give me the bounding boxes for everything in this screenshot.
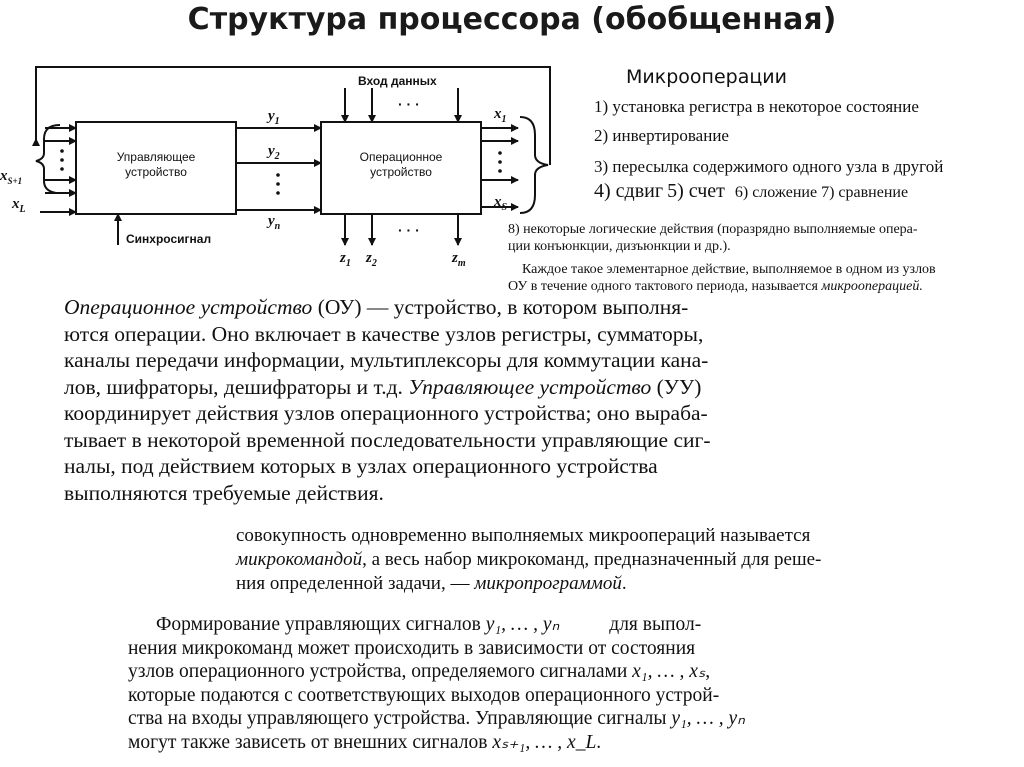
para3-line3 [128,660,745,684]
para1-line8: выполняются требуемые действия. [64,480,384,505]
yn-label [268,213,280,232]
para3-line2: нения микрокоманд может происходить в зависимости от состояния [128,637,696,659]
para3-line4: которые подаются с соответствующих выходов операционного устрой- [128,684,720,706]
para1-line2: ются операции. Оно включает в качестве узлов регистры, сумматоры, [64,321,704,346]
para1-line3: каналы передачи информации, мультиплексоры для коммутации кана- [64,348,709,372]
microop-8-line2: ции конъюнкции, дизъюнкции и др.). [508,239,731,254]
microop-7: 7) сравнение [821,184,909,201]
para1-line4-a: лов, шифраторы, дешифраторы и т.д. [64,374,409,399]
para1-line4-rest: (УУ) [651,374,702,399]
para1-line1-rest: (ОУ) — устройство, в котором выполня- [312,295,689,319]
sync-signal-label [126,232,211,246]
xs-sym: x [494,194,502,210]
para1-line5: координирует действия узлов операционного устройства; оно выраба- [64,401,708,425]
z2-label [366,250,377,269]
microop-8 [508,221,918,255]
microop-5: 5) счет [667,180,725,202]
xs-label [494,194,507,213]
z1-sub: 1 [345,258,351,269]
para1-line7: налы, под действием которых в узлах операционного устройства [64,454,658,478]
para3-line3-end: , [705,661,711,683]
microop-note [508,261,936,295]
para2-line3-end: . [621,573,627,594]
para3-line6-vars: xₛ₊₁, … , x_L [492,731,597,753]
xL-sym: x [12,196,20,212]
paragraph-operational-unit [64,294,711,506]
z2-sym: z [366,250,372,266]
para3-line1-a: Формирование управляющих сигналов [156,614,486,635]
microop-8-line1: 8) некоторые логические действия (поразрядно выполняемые опера- [508,222,918,237]
para3-line1-b: для выпол- [609,614,702,635]
data-input-ellipsis: · · · [398,96,420,112]
zm-sym: z [452,250,458,266]
y1-sub: 1 [274,116,280,127]
xL-label [12,196,26,215]
paragraph-microcommand [236,524,821,596]
data-input-label: Вход данных [358,74,437,88]
microop-note-line2 [508,278,936,295]
para1-term-uu: Управляющее устройство [408,374,652,399]
para2-term-microcommand: микрокомандой [236,549,363,570]
microop-6: 6) сложение [734,184,818,201]
microop-3: 3) пересылка содержимого одного узла в другой [594,157,944,176]
xs1-sym: x [0,168,8,184]
xL-sub: L [19,204,26,215]
para2-line2-rest: , а весь набор микрокоманд, предназначенный для реше- [362,549,822,570]
microop-note-line1: Каждое такое элементарное действие, выполняемое в одном из узлов [522,262,936,277]
para2-line2 [236,548,821,572]
x1-sym: x [494,106,502,122]
para1-line1 [64,294,711,321]
para1-line4 [64,374,711,401]
microop-note-term: микрооперацией. [821,279,923,294]
operational-unit-label: Операционное устройство [359,150,443,179]
microop-note-text: ОУ в течение одного тактового периода, называется [508,279,822,294]
xs-sub: S [501,202,508,213]
para2-term-microprogram: микропрограммой [474,573,622,594]
yn-sub: n [274,221,281,232]
para3-line1 [128,613,745,637]
para3-line6-end: . [596,731,602,753]
page-title: Структура процессора (обобщенная) [187,2,837,37]
para3-line5-vars: y₁, … , yₙ [671,708,745,730]
para3-line3-a: узлов операционного устройства, определяемого сигналами [128,661,633,683]
y1-label [268,108,280,127]
para2-line3 [236,572,821,596]
x1-sub: 1 [501,114,507,125]
zm-sub: m [457,258,466,269]
microop-2: 2) инвертирование [594,126,729,145]
para3-line6-a: могут также зависеть от внешних сигналов [128,731,493,753]
control-unit-label: Управляющее устройство [116,150,196,179]
sync-signal-text: Синхросигнал [126,232,212,246]
y1-sym: y [268,108,275,124]
para2-line1: совокупность одновременно выполняемых микроопераций называется [236,525,811,546]
z1-sym: z [340,250,346,266]
para3-line5-a: ства на входы управляющего устройства. Управляющие сигналы [128,708,672,730]
microop-4: 4) сдвиг [594,180,664,202]
y2-sub: 2 [274,151,280,162]
zm-label [452,250,466,269]
xs1-sub: S+1 [7,176,23,186]
para3-line6 [128,731,745,755]
z1-label [340,250,351,269]
paragraph-control-signals [128,613,745,755]
output-ellipsis: · · · [398,222,420,238]
yn-sym: y [268,213,275,229]
microops-row-4-7 [594,180,908,203]
x1-label [494,106,507,125]
microops-heading: Микрооперации [626,66,787,88]
y2-sym: y [268,143,275,159]
z2-sub: 2 [371,258,377,269]
para3-line3-vars: x₁, … , xₛ [632,661,706,683]
para2-line3-a: ния определенной задачи, — [236,573,475,594]
microop-1: 1) установка регистра в некоторое состояние [594,97,919,116]
xs1-label [0,168,22,186]
para3-line5 [128,707,745,731]
para3-line1-vars: y₁, … , yₙ [485,614,560,635]
para1-line6: тывает в некоторой временной последовательности управляющие сиг- [64,427,711,452]
y2-label [268,143,280,162]
para1-term-ou: Операционное устройство [64,295,313,319]
